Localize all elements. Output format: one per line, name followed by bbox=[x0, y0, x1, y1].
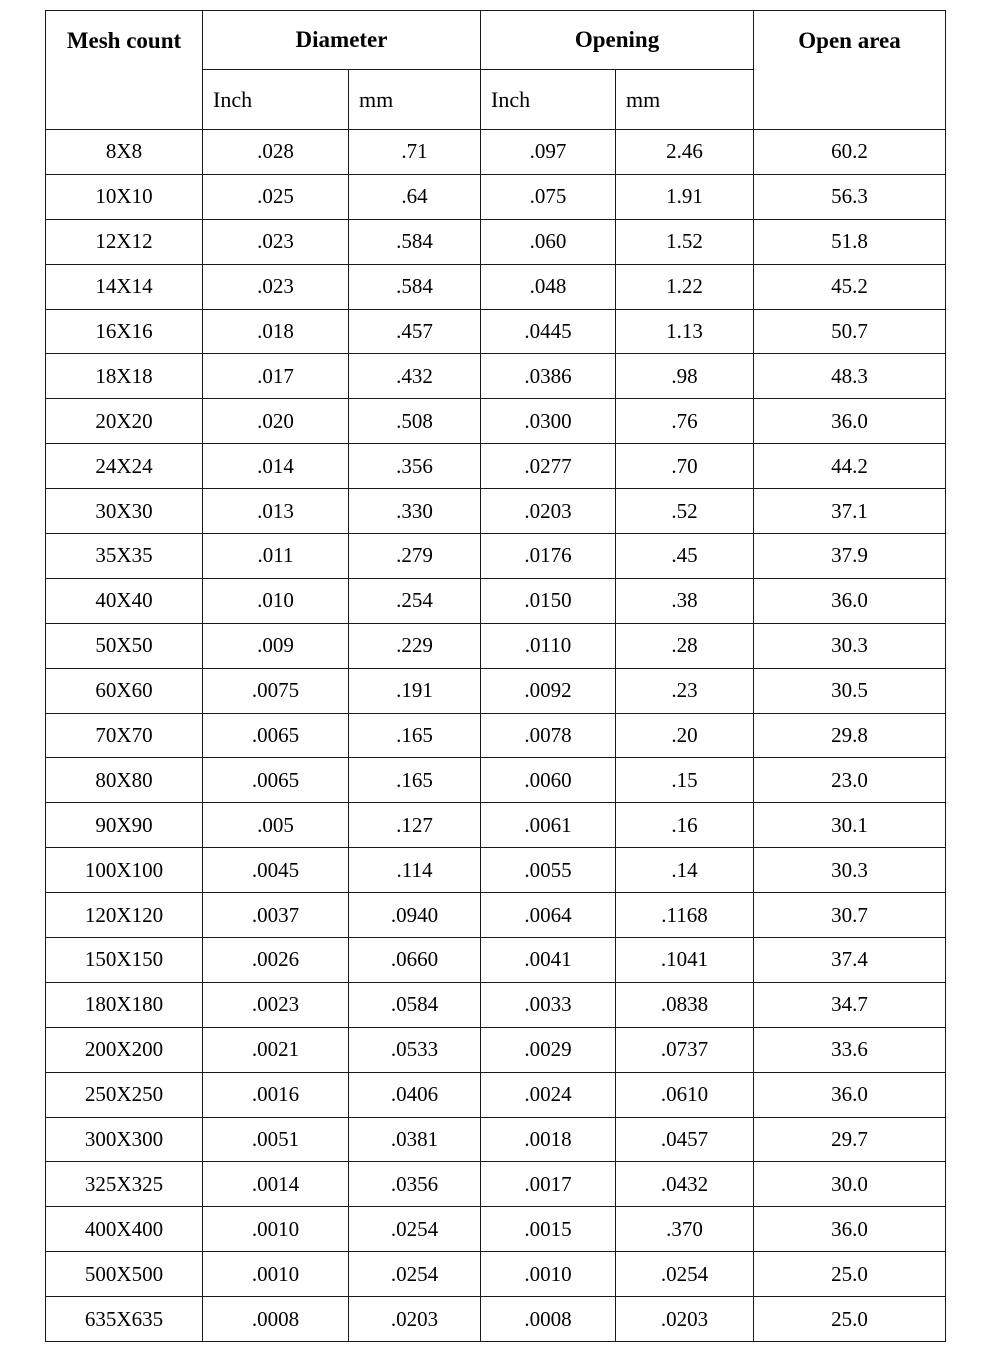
cell-opening-inch: .0015 bbox=[481, 1207, 616, 1252]
table-row bbox=[46, 399, 946, 444]
cell-mesh-count: 635X635 bbox=[46, 1297, 203, 1342]
cell-open-area: 34.7 bbox=[754, 982, 946, 1027]
cell-diameter-inch: .0037 bbox=[203, 893, 349, 938]
table-header bbox=[46, 11, 946, 130]
cell-opening-inch: .0061 bbox=[481, 803, 616, 848]
cell-open-area: 30.0 bbox=[754, 1162, 946, 1207]
cell-diameter-mm: .432 bbox=[349, 354, 481, 399]
header-diameter-inch: Inch bbox=[203, 70, 349, 130]
cell-opening-inch: .0010 bbox=[481, 1252, 616, 1297]
cell-open-area: 30.1 bbox=[754, 803, 946, 848]
cell-open-area: 37.4 bbox=[754, 938, 946, 983]
cell-opening-mm: .20 bbox=[616, 713, 754, 758]
cell-diameter-mm: .0940 bbox=[349, 893, 481, 938]
header-open-area: Open area bbox=[754, 11, 946, 130]
cell-opening-mm: .1041 bbox=[616, 938, 754, 983]
cell-diameter-inch: .028 bbox=[203, 130, 349, 175]
cell-diameter-inch: .023 bbox=[203, 219, 349, 264]
cell-opening-mm: .23 bbox=[616, 668, 754, 713]
table-row bbox=[46, 982, 946, 1027]
cell-diameter-inch: .0008 bbox=[203, 1297, 349, 1342]
cell-open-area: 25.0 bbox=[754, 1252, 946, 1297]
cell-opening-inch: .0110 bbox=[481, 623, 616, 668]
cell-diameter-inch: .0075 bbox=[203, 668, 349, 713]
cell-opening-inch: .0055 bbox=[481, 848, 616, 893]
cell-opening-mm: .52 bbox=[616, 489, 754, 534]
cell-diameter-inch: .020 bbox=[203, 399, 349, 444]
cell-opening-inch: .0092 bbox=[481, 668, 616, 713]
cell-opening-mm: 2.46 bbox=[616, 130, 754, 175]
cell-open-area: 29.7 bbox=[754, 1117, 946, 1162]
cell-opening-mm: .14 bbox=[616, 848, 754, 893]
cell-opening-inch: .097 bbox=[481, 130, 616, 175]
cell-diameter-mm: .508 bbox=[349, 399, 481, 444]
cell-opening-mm: .0254 bbox=[616, 1252, 754, 1297]
cell-diameter-inch: .0010 bbox=[203, 1252, 349, 1297]
table-row bbox=[46, 623, 946, 668]
cell-diameter-inch: .009 bbox=[203, 623, 349, 668]
cell-diameter-mm: .114 bbox=[349, 848, 481, 893]
cell-opening-inch: .0060 bbox=[481, 758, 616, 803]
cell-open-area: 33.6 bbox=[754, 1027, 946, 1072]
cell-mesh-count: 8X8 bbox=[46, 130, 203, 175]
table-row bbox=[46, 264, 946, 309]
table-row bbox=[46, 578, 946, 623]
cell-open-area: 44.2 bbox=[754, 444, 946, 489]
cell-opening-inch: .0041 bbox=[481, 938, 616, 983]
cell-opening-mm: .45 bbox=[616, 534, 754, 579]
table-row bbox=[46, 938, 946, 983]
table-row bbox=[46, 354, 946, 399]
cell-diameter-mm: .254 bbox=[349, 578, 481, 623]
cell-diameter-inch: .023 bbox=[203, 264, 349, 309]
cell-opening-mm: .38 bbox=[616, 578, 754, 623]
cell-diameter-inch: .010 bbox=[203, 578, 349, 623]
cell-mesh-count: 30X30 bbox=[46, 489, 203, 534]
cell-diameter-inch: .0065 bbox=[203, 713, 349, 758]
cell-open-area: 29.8 bbox=[754, 713, 946, 758]
cell-diameter-inch: .011 bbox=[203, 534, 349, 579]
cell-mesh-count: 18X18 bbox=[46, 354, 203, 399]
cell-diameter-mm: .0406 bbox=[349, 1072, 481, 1117]
cell-open-area: 50.7 bbox=[754, 309, 946, 354]
cell-diameter-inch: .0023 bbox=[203, 982, 349, 1027]
table-row bbox=[46, 758, 946, 803]
header-row-main bbox=[46, 11, 946, 70]
cell-mesh-count: 250X250 bbox=[46, 1072, 203, 1117]
cell-diameter-inch: .018 bbox=[203, 309, 349, 354]
cell-opening-mm: 1.13 bbox=[616, 309, 754, 354]
cell-diameter-mm: .71 bbox=[349, 130, 481, 175]
cell-diameter-mm: .0533 bbox=[349, 1027, 481, 1072]
cell-open-area: 36.0 bbox=[754, 578, 946, 623]
cell-open-area: 60.2 bbox=[754, 130, 946, 175]
cell-opening-inch: .0018 bbox=[481, 1117, 616, 1162]
cell-diameter-mm: .279 bbox=[349, 534, 481, 579]
cell-diameter-mm: .584 bbox=[349, 219, 481, 264]
cell-diameter-mm: .165 bbox=[349, 713, 481, 758]
cell-mesh-count: 180X180 bbox=[46, 982, 203, 1027]
cell-opening-mm: .0737 bbox=[616, 1027, 754, 1072]
cell-opening-inch: .0300 bbox=[481, 399, 616, 444]
cell-diameter-inch: .014 bbox=[203, 444, 349, 489]
table-row bbox=[46, 1297, 946, 1342]
table-row bbox=[46, 1027, 946, 1072]
cell-diameter-inch: .0026 bbox=[203, 938, 349, 983]
cell-mesh-count: 300X300 bbox=[46, 1117, 203, 1162]
cell-diameter-inch: .0065 bbox=[203, 758, 349, 803]
cell-diameter-mm: .356 bbox=[349, 444, 481, 489]
cell-open-area: 30.7 bbox=[754, 893, 946, 938]
cell-opening-inch: .0078 bbox=[481, 713, 616, 758]
cell-mesh-count: 400X400 bbox=[46, 1207, 203, 1252]
cell-mesh-count: 100X100 bbox=[46, 848, 203, 893]
cell-opening-mm: .70 bbox=[616, 444, 754, 489]
cell-diameter-inch: .0051 bbox=[203, 1117, 349, 1162]
cell-diameter-mm: .0381 bbox=[349, 1117, 481, 1162]
cell-opening-mm: 1.52 bbox=[616, 219, 754, 264]
cell-opening-inch: .0150 bbox=[481, 578, 616, 623]
cell-opening-inch: .0203 bbox=[481, 489, 616, 534]
table-row bbox=[46, 1072, 946, 1117]
cell-mesh-count: 12X12 bbox=[46, 219, 203, 264]
header-diameter-mm: mm bbox=[349, 70, 481, 130]
cell-opening-mm: .0838 bbox=[616, 982, 754, 1027]
cell-mesh-count: 20X20 bbox=[46, 399, 203, 444]
table-row bbox=[46, 1207, 946, 1252]
table-row bbox=[46, 534, 946, 579]
table-row bbox=[46, 309, 946, 354]
cell-open-area: 45.2 bbox=[754, 264, 946, 309]
cell-mesh-count: 16X16 bbox=[46, 309, 203, 354]
cell-open-area: 30.5 bbox=[754, 668, 946, 713]
cell-diameter-mm: .0203 bbox=[349, 1297, 481, 1342]
cell-diameter-inch: .0045 bbox=[203, 848, 349, 893]
cell-opening-mm: .0432 bbox=[616, 1162, 754, 1207]
cell-open-area: 36.0 bbox=[754, 399, 946, 444]
header-opening-mm: mm bbox=[616, 70, 754, 130]
header-opening: Opening bbox=[481, 11, 754, 70]
cell-opening-mm: .28 bbox=[616, 623, 754, 668]
cell-open-area: 36.0 bbox=[754, 1072, 946, 1117]
table-row bbox=[46, 130, 946, 175]
cell-opening-mm: .98 bbox=[616, 354, 754, 399]
table-row bbox=[46, 893, 946, 938]
cell-diameter-mm: .0254 bbox=[349, 1252, 481, 1297]
cell-diameter-inch: .025 bbox=[203, 174, 349, 219]
cell-mesh-count: 120X120 bbox=[46, 893, 203, 938]
cell-opening-mm: .1168 bbox=[616, 893, 754, 938]
cell-diameter-mm: .64 bbox=[349, 174, 481, 219]
cell-opening-inch: .075 bbox=[481, 174, 616, 219]
cell-mesh-count: 80X80 bbox=[46, 758, 203, 803]
cell-diameter-inch: .0016 bbox=[203, 1072, 349, 1117]
table-row bbox=[46, 668, 946, 713]
cell-open-area: 30.3 bbox=[754, 623, 946, 668]
table-row bbox=[46, 219, 946, 264]
cell-mesh-count: 60X60 bbox=[46, 668, 203, 713]
cell-diameter-mm: .0584 bbox=[349, 982, 481, 1027]
header-mesh-count: Mesh count bbox=[46, 11, 203, 130]
cell-open-area: 30.3 bbox=[754, 848, 946, 893]
cell-mesh-count: 90X90 bbox=[46, 803, 203, 848]
cell-diameter-mm: .330 bbox=[349, 489, 481, 534]
cell-diameter-inch: .0021 bbox=[203, 1027, 349, 1072]
cell-opening-mm: .16 bbox=[616, 803, 754, 848]
cell-opening-inch: .0386 bbox=[481, 354, 616, 399]
cell-opening-mm: .15 bbox=[616, 758, 754, 803]
cell-mesh-count: 150X150 bbox=[46, 938, 203, 983]
table-row bbox=[46, 1162, 946, 1207]
cell-open-area: 25.0 bbox=[754, 1297, 946, 1342]
cell-diameter-inch: .0010 bbox=[203, 1207, 349, 1252]
cell-opening-inch: .0029 bbox=[481, 1027, 616, 1072]
cell-opening-inch: .0017 bbox=[481, 1162, 616, 1207]
cell-opening-inch: .0277 bbox=[481, 444, 616, 489]
cell-open-area: 36.0 bbox=[754, 1207, 946, 1252]
cell-mesh-count: 325X325 bbox=[46, 1162, 203, 1207]
cell-diameter-mm: .229 bbox=[349, 623, 481, 668]
cell-mesh-count: 14X14 bbox=[46, 264, 203, 309]
cell-open-area: 51.8 bbox=[754, 219, 946, 264]
table-row bbox=[46, 803, 946, 848]
cell-open-area: 37.1 bbox=[754, 489, 946, 534]
cell-open-area: 48.3 bbox=[754, 354, 946, 399]
header-diameter: Diameter bbox=[203, 11, 481, 70]
header-opening-inch: Inch bbox=[481, 70, 616, 130]
cell-diameter-inch: .017 bbox=[203, 354, 349, 399]
cell-mesh-count: 24X24 bbox=[46, 444, 203, 489]
cell-mesh-count: 200X200 bbox=[46, 1027, 203, 1072]
cell-mesh-count: 40X40 bbox=[46, 578, 203, 623]
table-row bbox=[46, 174, 946, 219]
cell-diameter-inch: .0014 bbox=[203, 1162, 349, 1207]
cell-mesh-count: 10X10 bbox=[46, 174, 203, 219]
cell-opening-inch: .048 bbox=[481, 264, 616, 309]
cell-opening-inch: .0024 bbox=[481, 1072, 616, 1117]
table-row bbox=[46, 713, 946, 758]
table-row bbox=[46, 1252, 946, 1297]
cell-diameter-mm: .127 bbox=[349, 803, 481, 848]
cell-opening-inch: .0064 bbox=[481, 893, 616, 938]
cell-opening-inch: .0176 bbox=[481, 534, 616, 579]
table-row bbox=[46, 489, 946, 534]
cell-diameter-mm: .165 bbox=[349, 758, 481, 803]
cell-opening-mm: .76 bbox=[616, 399, 754, 444]
cell-opening-inch: .0033 bbox=[481, 982, 616, 1027]
cell-mesh-count: 35X35 bbox=[46, 534, 203, 579]
cell-diameter-mm: .584 bbox=[349, 264, 481, 309]
table-row bbox=[46, 848, 946, 893]
cell-opening-mm: 1.91 bbox=[616, 174, 754, 219]
table-row bbox=[46, 1117, 946, 1162]
cell-mesh-count: 70X70 bbox=[46, 713, 203, 758]
table-row bbox=[46, 444, 946, 489]
cell-opening-mm: .0610 bbox=[616, 1072, 754, 1117]
table-body bbox=[46, 130, 946, 1342]
cell-opening-inch: .0445 bbox=[481, 309, 616, 354]
cell-opening-mm: .0457 bbox=[616, 1117, 754, 1162]
cell-opening-mm: 1.22 bbox=[616, 264, 754, 309]
cell-diameter-inch: .005 bbox=[203, 803, 349, 848]
cell-diameter-mm: .0356 bbox=[349, 1162, 481, 1207]
cell-opening-mm: .370 bbox=[616, 1207, 754, 1252]
cell-diameter-mm: .0254 bbox=[349, 1207, 481, 1252]
cell-opening-inch: .0008 bbox=[481, 1297, 616, 1342]
cell-mesh-count: 50X50 bbox=[46, 623, 203, 668]
cell-opening-inch: .060 bbox=[481, 219, 616, 264]
cell-open-area: 23.0 bbox=[754, 758, 946, 803]
cell-diameter-mm: .191 bbox=[349, 668, 481, 713]
mesh-spec-table bbox=[45, 10, 946, 1342]
cell-diameter-mm: .0660 bbox=[349, 938, 481, 983]
cell-mesh-count: 500X500 bbox=[46, 1252, 203, 1297]
cell-open-area: 37.9 bbox=[754, 534, 946, 579]
cell-diameter-mm: .457 bbox=[349, 309, 481, 354]
cell-diameter-inch: .013 bbox=[203, 489, 349, 534]
cell-opening-mm: .0203 bbox=[616, 1297, 754, 1342]
cell-open-area: 56.3 bbox=[754, 174, 946, 219]
